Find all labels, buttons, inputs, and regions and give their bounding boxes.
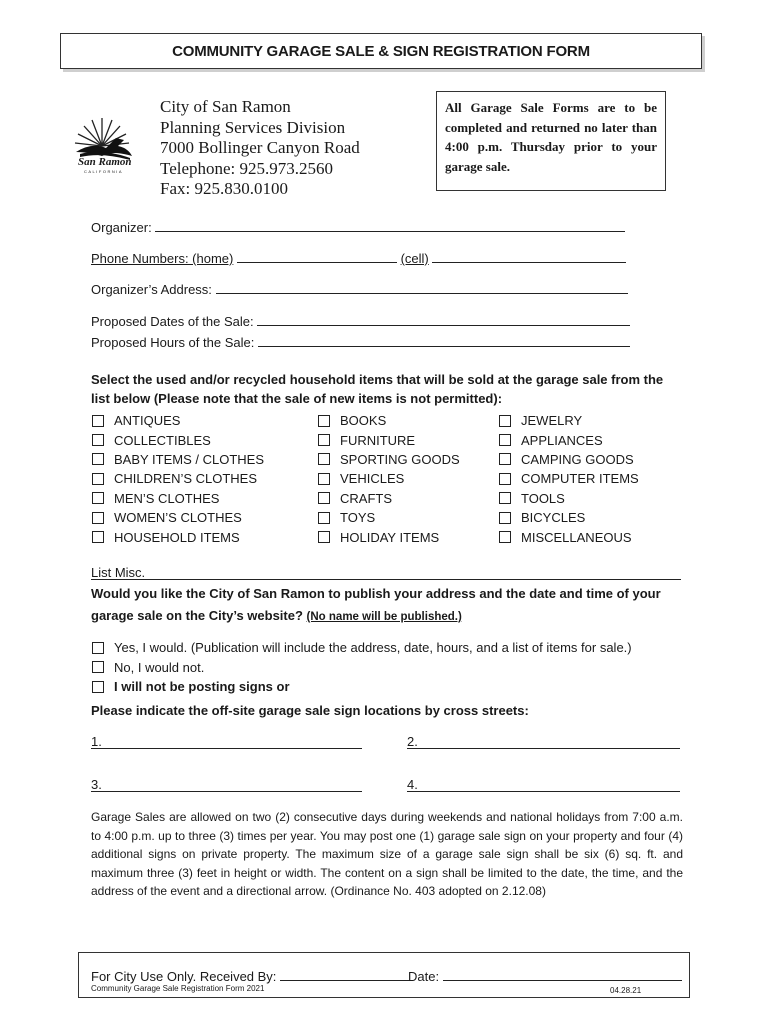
checkbox[interactable] xyxy=(92,531,104,543)
organizer-address-label: Organizer’s Address: xyxy=(91,282,212,297)
checkbox[interactable] xyxy=(92,492,104,504)
items-column-2 xyxy=(318,411,460,547)
received-by-field[interactable] xyxy=(280,967,413,981)
signs-instruction: Please indicate the off-site garage sale sign locations by cross streets: xyxy=(91,703,529,718)
checkbox[interactable] xyxy=(499,434,511,446)
phone-home-label: Phone Numbers: (home) xyxy=(91,251,234,266)
date-label: Date: xyxy=(408,969,440,984)
address-fax: Fax: 925.830.0100 xyxy=(160,179,288,198)
organizer-address-field[interactable] xyxy=(216,280,628,294)
checkbox[interactable] xyxy=(92,453,104,465)
garage-sale-rules: Garage Sales are allowed on two (2) consecutive days during weekends and national holidays from 7:00 a.m. to 4:00 p.m. up to three (3) times per year. You may post one (1) garage sale sign on your property and four (4) additional signs on private property. The maximum size of a garage sale sign shall be six (6) sq. ft. and maximum three (3) feet in height or width. The content on a sign shall be limited to the date, the time, and the address of the event and a directional arrow. (Ordinance No. 403 adopted on 2.12.08) xyxy=(91,810,683,898)
deadline-notice: All Garage Sale Forms are to be completed and returned no later than 4:00 p.m. Thursday prior to your garage sale. xyxy=(436,91,666,191)
sign-location-4[interactable]: 4. xyxy=(407,777,680,792)
no-signs-option[interactable]: I will not be posting signs or xyxy=(92,677,632,697)
address-line-2: Planning Services Division xyxy=(160,117,346,137)
item-miscellaneous[interactable]: MISCELLANEOUS xyxy=(499,527,639,546)
checkbox[interactable] xyxy=(318,492,330,504)
item-furniture[interactable]: FURNITURE xyxy=(318,430,460,449)
publish-yes-option[interactable]: Yes, I would. (Publication will include the address, date, hours, and a list of items for sale.) xyxy=(92,638,632,658)
hours-row xyxy=(91,333,630,350)
logo-text: San Ramon xyxy=(78,156,132,168)
address-telephone: Telephone: 925.973.2560 xyxy=(160,158,334,178)
sign-location-3[interactable]: 3. xyxy=(91,777,362,792)
form-revision: 04.28.21 xyxy=(610,986,642,995)
checkbox[interactable] xyxy=(92,434,104,446)
item-bicycles[interactable]: BICYCLES xyxy=(499,508,639,527)
publish-note: (No name will be published.) xyxy=(306,611,462,623)
proposed-hours-field[interactable] xyxy=(258,333,630,347)
checkbox[interactable] xyxy=(499,415,511,427)
checkbox[interactable] xyxy=(318,434,330,446)
logo-subtext: CALIFORNIA xyxy=(84,169,124,174)
checkbox[interactable] xyxy=(92,681,104,693)
proposed-hours-label: Proposed Hours of the Sale: xyxy=(91,335,255,350)
item-tools[interactable]: TOOLS xyxy=(499,489,639,508)
item-baby-items[interactable]: BABY ITEMS / CLOTHES xyxy=(92,450,264,469)
form-name: Community Garage Sale Registration Form 2021 xyxy=(91,984,265,993)
list-misc-label: List Misc. xyxy=(91,565,146,580)
item-antiques[interactable]: ANTIQUES xyxy=(92,411,264,430)
checkbox[interactable] xyxy=(499,512,511,524)
proposed-dates-label: Proposed Dates of the Sale: xyxy=(91,314,254,329)
sign-location-2[interactable]: 2. xyxy=(407,734,680,749)
dates-row xyxy=(91,312,630,329)
publish-no-option[interactable]: No, I would not. xyxy=(92,658,632,678)
items-column-1 xyxy=(92,411,264,547)
item-camping-goods[interactable]: CAMPING GOODS xyxy=(499,450,639,469)
item-womens-clothes[interactable]: WOMEN’S CLOTHES xyxy=(92,508,264,527)
checkbox[interactable] xyxy=(92,512,104,524)
checkbox[interactable] xyxy=(499,473,511,485)
item-household-items[interactable]: HOUSEHOLD ITEMS xyxy=(92,527,264,546)
checkbox[interactable] xyxy=(318,512,330,524)
checkbox[interactable] xyxy=(499,453,511,465)
item-crafts[interactable]: CRAFTS xyxy=(318,489,460,508)
address-line-3: 7000 Bollinger Canyon Road xyxy=(160,138,360,157)
organizer-label: Organizer: xyxy=(91,220,152,235)
received-by-row xyxy=(91,967,413,984)
address-line-1: City of San Ramon xyxy=(160,97,291,116)
sign-location-1[interactable]: 1. xyxy=(91,734,362,749)
item-books[interactable]: BOOKS xyxy=(318,411,460,430)
checkbox[interactable] xyxy=(318,453,330,465)
publish-question xyxy=(91,583,683,628)
phone-cell-field[interactable] xyxy=(432,249,626,263)
phone-row xyxy=(91,249,626,266)
item-holiday-items[interactable]: HOLIDAY ITEMS xyxy=(318,527,460,546)
date-field[interactable] xyxy=(443,967,682,981)
phone-home-field[interactable] xyxy=(237,249,397,263)
proposed-dates-field[interactable] xyxy=(257,312,630,326)
checkbox[interactable] xyxy=(92,415,104,427)
checkbox[interactable] xyxy=(318,531,330,543)
checkbox[interactable] xyxy=(499,492,511,504)
organizer-field[interactable] xyxy=(155,218,625,232)
item-childrens-clothes[interactable]: CHILDREN’S CLOTHES xyxy=(92,469,264,488)
phone-cell-label: (cell) xyxy=(400,251,429,266)
item-collectibles[interactable]: COLLECTIBLES xyxy=(92,430,264,449)
item-toys[interactable]: TOYS xyxy=(318,508,460,527)
item-mens-clothes[interactable]: MEN’S CLOTHES xyxy=(92,489,264,508)
received-by-label: For City Use Only. Received By: xyxy=(91,969,277,984)
item-jewelry[interactable]: JEWELRY xyxy=(499,411,639,430)
address-row xyxy=(91,280,628,297)
checkbox[interactable] xyxy=(92,642,104,654)
item-sporting-goods[interactable]: SPORTING GOODS xyxy=(318,450,460,469)
city-logo xyxy=(72,112,140,178)
date-row xyxy=(408,967,682,984)
items-column-3 xyxy=(499,411,639,547)
list-misc-field[interactable] xyxy=(91,565,681,580)
checkbox[interactable] xyxy=(318,415,330,427)
checkbox[interactable] xyxy=(318,473,330,485)
item-appliances[interactable]: APPLIANCES xyxy=(499,430,639,449)
form-title: COMMUNITY GARAGE SALE & SIGN REGISTRATION FORM xyxy=(60,33,702,69)
item-computer-items[interactable]: COMPUTER ITEMS xyxy=(499,469,639,488)
publish-options xyxy=(92,638,632,697)
checkbox[interactable] xyxy=(92,661,104,673)
item-vehicles[interactable]: VEHICLES xyxy=(318,469,460,488)
organizer-row xyxy=(91,218,625,235)
checkbox[interactable] xyxy=(92,473,104,485)
checkbox[interactable] xyxy=(499,531,511,543)
city-address xyxy=(160,97,360,200)
items-instruction: Select the used and/or recycled household items that will be sold at the garage sale from the list below (Please note that the sale of new items is not permitted): xyxy=(91,372,664,406)
publish-question-text: Would you like the City of San Ramon to publish your address and the date and time of your garage sale on the City’s website? xyxy=(91,586,661,623)
